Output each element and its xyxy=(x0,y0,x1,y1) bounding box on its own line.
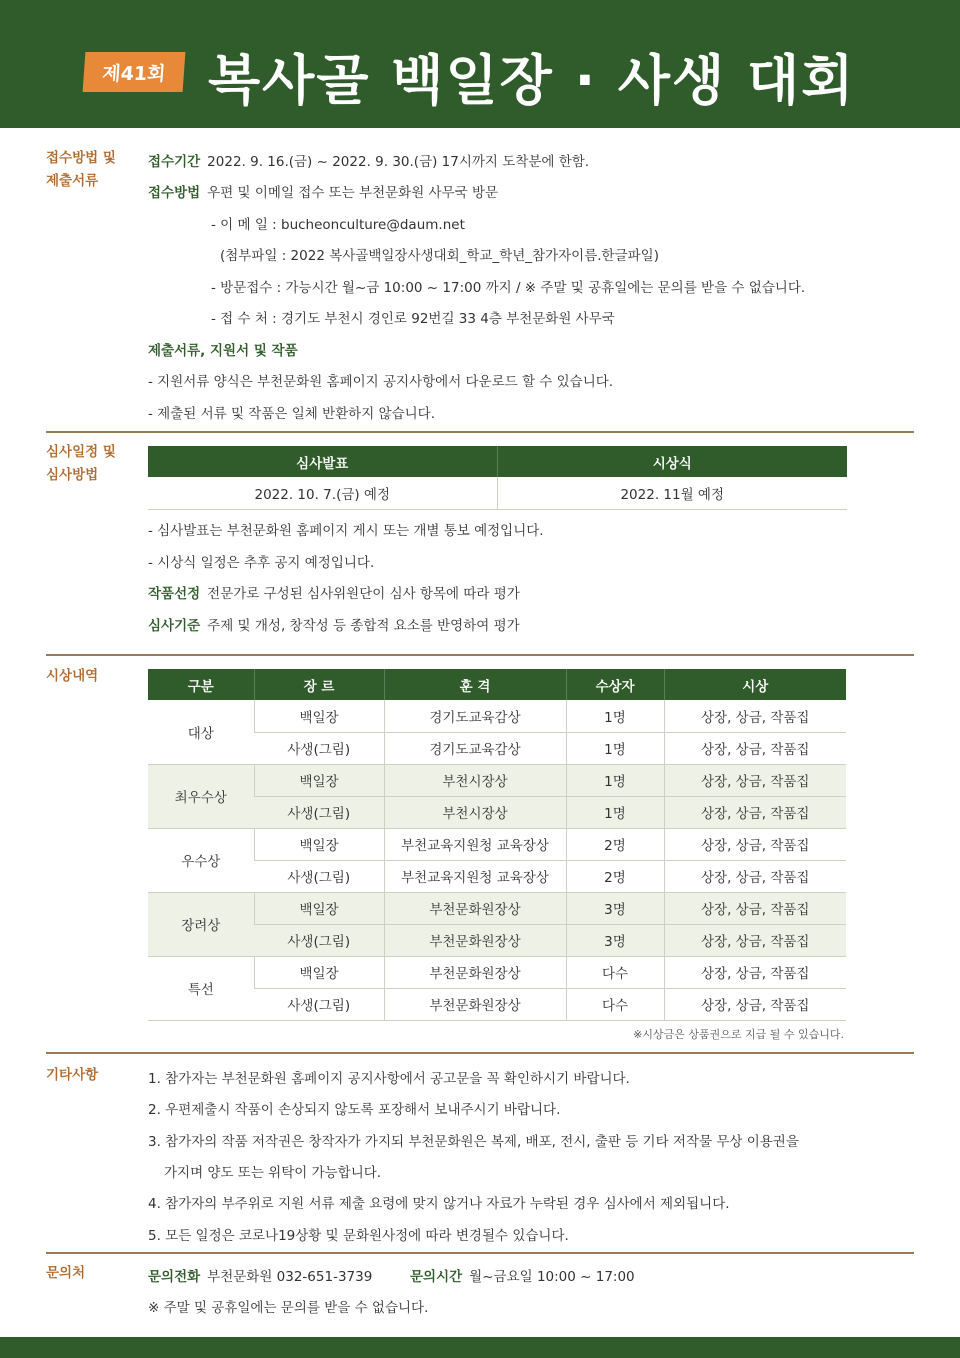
award-title: 부천시장상 xyxy=(384,796,566,828)
period-row xyxy=(148,150,589,170)
method-value: 우편 및 이메일 접수 또는 부천문화원 사무국 방문 xyxy=(207,185,499,201)
award-title: 부천시장상 xyxy=(384,764,566,796)
schedule-cell: 2022. 10. 7.(금) 예정 xyxy=(148,477,497,509)
docs-heading: 제출서류, 지원서 및 작품 xyxy=(148,343,298,359)
table-row xyxy=(148,892,846,924)
award-title: 경기도교육감상 xyxy=(384,732,566,764)
docs-line: - 지원서류 양식은 부천문화원 홈페이지 공지사항에서 다운로드 할 수 있습니다. xyxy=(148,374,614,390)
awards-header: 수상자 xyxy=(566,669,664,700)
footer-bar xyxy=(0,1337,960,1358)
award-prize: 상장, 상금, 작품집 xyxy=(664,860,846,892)
awards-header: 구분 xyxy=(148,669,254,700)
award-count: 3명 xyxy=(566,924,664,956)
method-label: 접수방법 xyxy=(148,185,201,201)
award-prize: 상장, 상금, 작품집 xyxy=(664,988,846,1020)
section-divider xyxy=(46,1052,914,1054)
email-line: - 이 메 일 : bucheonculture@daum.net xyxy=(211,217,465,233)
award-count: 1명 xyxy=(566,732,664,764)
award-genre: 사생(그림) xyxy=(254,732,384,764)
award-prize: 상장, 상금, 작품집 xyxy=(664,892,846,924)
section-label-review xyxy=(46,441,116,487)
table-row xyxy=(148,700,846,732)
docs-line: - 제출된 서류 및 작품은 일체 반환하지 않습니다. xyxy=(148,406,435,422)
page-title: 복사골 백일장 · 사생 대회 xyxy=(208,49,856,112)
section-label-submission xyxy=(46,147,116,193)
award-count: 3명 xyxy=(566,892,664,924)
select-value: 전문가로 구성된 심사위원단이 심사 항목에 따라 평가 xyxy=(207,586,520,602)
award-genre: 사생(그림) xyxy=(254,988,384,1020)
award-category: 특선 xyxy=(148,956,254,1020)
review-note: - 시상식 일정은 추후 공지 예정입니다. xyxy=(148,555,375,571)
award-count: 다수 xyxy=(566,988,664,1020)
section-label-line: 심사일정 및 xyxy=(46,444,116,460)
award-genre: 사생(그림) xyxy=(254,796,384,828)
award-title: 경기도교육감상 xyxy=(384,700,566,732)
misc-item: 1. 참가자는 부천문화원 홈페이지 공지사항에서 공고문을 꼭 확인하시기 바랍니다. xyxy=(148,1071,630,1087)
awards-note: ※시상금은 상품권으로 지급 될 수 있습니다. xyxy=(633,1028,844,1041)
award-title: 부천문화원장상 xyxy=(384,924,566,956)
table-row xyxy=(148,764,846,796)
award-genre: 백일장 xyxy=(254,828,384,860)
awards-header: 장 르 xyxy=(254,669,384,700)
hours-label: 문의시간 xyxy=(410,1269,463,1285)
award-title: 부천문화원장상 xyxy=(384,988,566,1020)
award-prize: 상장, 상금, 작품집 xyxy=(664,700,846,732)
misc-item-continued: 가지며 양도 또는 위탁이 가능합니다. xyxy=(164,1165,382,1181)
period-label: 접수기간 xyxy=(148,154,201,170)
table-row xyxy=(148,956,846,988)
award-title: 부천문화원장상 xyxy=(384,892,566,924)
award-prize: 상장, 상금, 작품집 xyxy=(664,924,846,956)
hours-value: 월~금요일 10:00 ~ 17:00 xyxy=(469,1269,635,1285)
section-divider xyxy=(46,1252,914,1254)
method-row xyxy=(148,181,498,201)
section-label-line: 심사방법 xyxy=(46,467,99,483)
section-label-line: 제출서류 xyxy=(46,173,99,189)
header-banner xyxy=(0,0,960,128)
schedule-table xyxy=(148,446,847,510)
award-genre: 백일장 xyxy=(254,700,384,732)
award-genre: 백일장 xyxy=(254,764,384,796)
award-prize: 상장, 상금, 작품집 xyxy=(664,956,846,988)
section-divider xyxy=(46,431,914,433)
award-genre: 백일장 xyxy=(254,892,384,924)
phone-value: 부천문화원 032-651-3739 xyxy=(207,1269,373,1285)
section-label-awards: 시상내역 xyxy=(46,668,99,684)
awards-body xyxy=(148,700,846,1020)
award-category: 최우수상 xyxy=(148,764,254,828)
address-line: - 접 수 처 : 경기도 부천시 경인로 92번길 33 4층 부천문화원 사무국 xyxy=(211,311,615,327)
award-genre: 백일장 xyxy=(254,956,384,988)
award-count: 2명 xyxy=(566,828,664,860)
award-count: 2명 xyxy=(566,860,664,892)
section-label-line: 접수방법 및 xyxy=(46,150,116,166)
misc-item: 5. 모든 일정은 코로나19상황 및 문화원사정에 따라 변경될수 있습니다. xyxy=(148,1228,569,1244)
award-category: 대상 xyxy=(148,700,254,764)
contact-note: ※ 주말 및 공휴일에는 문의를 받을 수 없습니다. xyxy=(148,1300,429,1316)
section-label-contact: 문의처 xyxy=(46,1265,86,1281)
award-count: 1명 xyxy=(566,764,664,796)
phone-label: 문의전화 xyxy=(148,1269,201,1285)
attach-line: (첨부파일 : 2022 복사골백일장사생대회_학교_학년_참가자이름.한글파일) xyxy=(220,248,659,264)
schedule-cell: 2022. 11월 예정 xyxy=(497,477,847,509)
award-category: 우수상 xyxy=(148,828,254,892)
schedule-header: 심사발표 xyxy=(148,446,497,477)
award-category: 장려상 xyxy=(148,892,254,956)
award-prize: 상장, 상금, 작품집 xyxy=(664,764,846,796)
misc-item: 3. 참가자의 작품 저작권은 창작자가 가지되 부천문화원은 복제, 배포, 전시, 출판 등 기타 저작물 무상 이용권을 xyxy=(148,1134,799,1150)
select-row xyxy=(148,582,520,602)
criteria-label: 심사기준 xyxy=(148,618,201,634)
awards-header: 시상 xyxy=(664,669,846,700)
contact-hours-row xyxy=(410,1265,635,1285)
award-title: 부천교육지원청 교육장상 xyxy=(384,828,566,860)
award-count: 다수 xyxy=(566,956,664,988)
awards-table xyxy=(148,669,846,1021)
misc-item: 2. 우편제출시 작품이 손상되지 않도록 포장해서 보내주시기 바랍니다. xyxy=(148,1102,561,1118)
criteria-row xyxy=(148,614,520,634)
award-prize: 상장, 상금, 작품집 xyxy=(664,796,846,828)
review-note: - 심사발표는 부천문화원 홈페이지 게시 또는 개별 통보 예정입니다. xyxy=(148,523,544,539)
period-value: 2022. 9. 16.(금) ~ 2022. 9. 30.(금) 17시까지 도착분에 한함. xyxy=(207,154,590,170)
award-prize: 상장, 상금, 작품집 xyxy=(664,828,846,860)
table-row xyxy=(148,828,846,860)
award-count: 1명 xyxy=(566,796,664,828)
award-count: 1명 xyxy=(566,700,664,732)
award-genre: 사생(그림) xyxy=(254,860,384,892)
misc-item: 4. 참가자의 부주위로 지원 서류 제출 요령에 맞지 않거나 자료가 누락된 경우 심사에서 제외됩니다. xyxy=(148,1196,730,1212)
award-prize: 상장, 상금, 작품집 xyxy=(664,732,846,764)
edition-badge: 제41회 xyxy=(83,52,186,92)
award-title: 부천문화원장상 xyxy=(384,956,566,988)
award-genre: 사생(그림) xyxy=(254,924,384,956)
section-label-misc: 기타사항 xyxy=(46,1067,99,1083)
visit-line: - 방문접수 : 가능시간 월~금 10:00 ~ 17:00 까지 / ※ 주말 및 공휴일에는 문의를 받을 수 없습니다. xyxy=(211,280,806,296)
select-label: 작품선정 xyxy=(148,586,201,602)
award-title: 부천교육지원청 교육장상 xyxy=(384,860,566,892)
contact-phone-row xyxy=(148,1265,372,1285)
criteria-value: 주제 및 개성, 창작성 등 종합적 요소를 반영하여 평가 xyxy=(207,618,520,634)
awards-header: 훈 격 xyxy=(384,669,566,700)
section-divider xyxy=(46,654,914,656)
schedule-header: 시상식 xyxy=(497,446,847,477)
